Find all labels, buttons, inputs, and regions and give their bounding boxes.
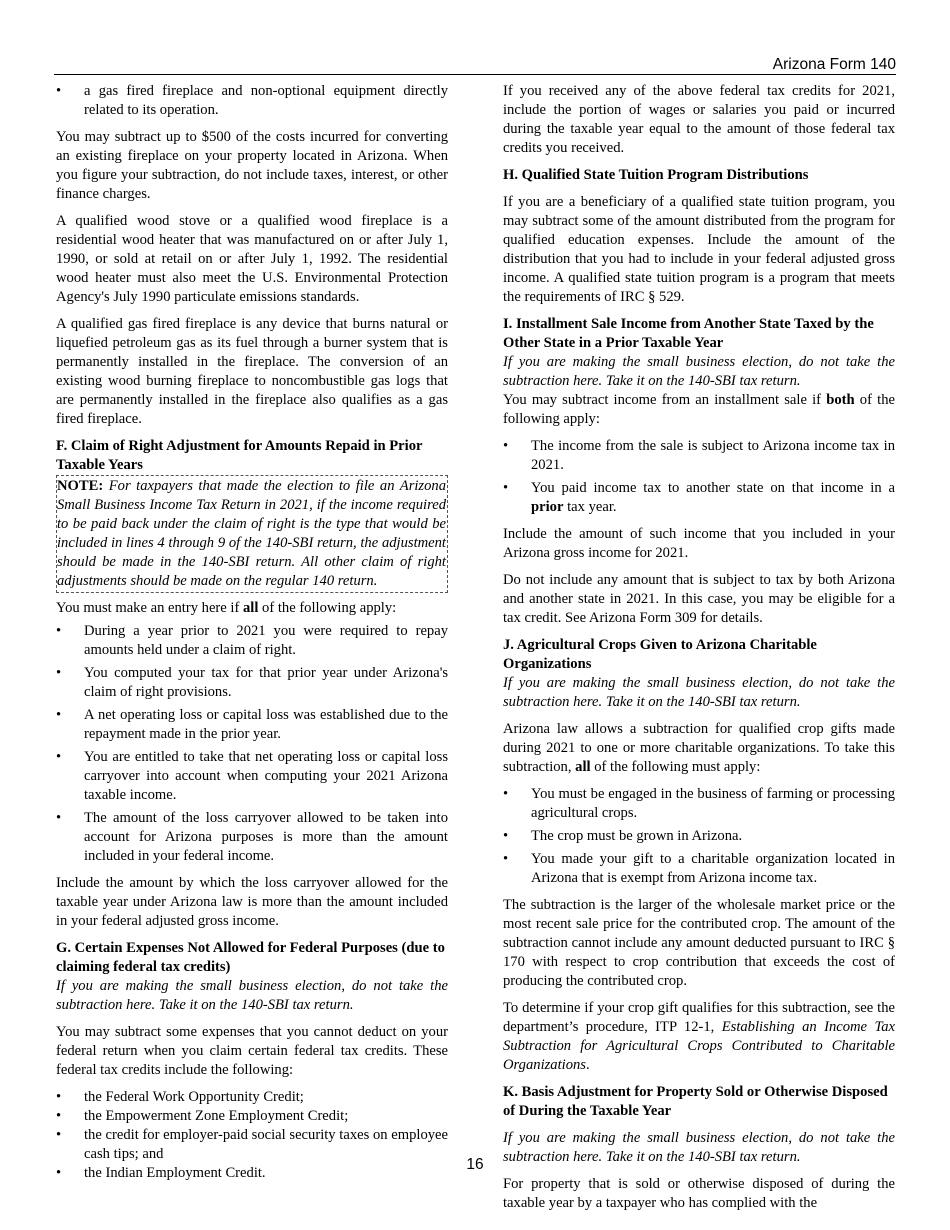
list-item: • the credit for employer-paid social security taxes on employee cash tips; and (56, 1127, 448, 1162)
section-g-heading: G. Certain Expenses Not Allowed for Federal Purposes (due to claiming federal tax credits) (56, 940, 445, 975)
section-g-small-business-note: If you are making the small business election, do not take the subtraction here. Take it on the 140-SBI tax return. (56, 978, 448, 1013)
list-item: • a gas fired fireplace and non-optional equipment directly related to its operation. (56, 83, 448, 118)
list-item: • A net operating loss or capital loss was established due to the repayment made in the prior year. (56, 707, 448, 742)
paragraph-federal-credits: If you received any of the above federal tax credits for 2021, include the portion of wages or salaries you paid or incurred during the taxable year equal to the amount of those federal tax credits you received. (503, 83, 895, 156)
list-item: • You made your gift to a charitable organization located in Arizona that is exempt from Arizona income tax. (503, 851, 895, 886)
paragraph-gas-fireplace: A qualified gas fired fireplace is any device that burns natural or liquefied petroleum gas as its fuel through a burner system that is permanently installed in the fireplace. The conversion of an existing wood burning fireplace to noncombustible gas logs that are permanently installed in the fireplace also qualifies as a gas fired fireplace. (56, 316, 448, 427)
section-h-heading: H. Qualified State Tuition Program Distributions (503, 167, 809, 183)
section-f-heading: F. Claim of Right Adjustment for Amounts Repaid in Prior Taxable Years (56, 438, 423, 473)
section-f-intro: You must make an entry here if all of the following apply: (56, 600, 397, 616)
list-item: • You computed your tax for that prior year under Arizona's claim of right provisions. (56, 665, 448, 700)
section-k-small-business-note: If you are making the small business election, do not take the subtraction here. Take it on the 140-SBI tax return. (503, 1130, 895, 1165)
section-i-do-not-include: Do not include any amount that is subject to tax by both Arizona and another state in 2021. In this case, you may be eligible for a tax credit. See Arizona Form 309 for details. (503, 572, 895, 626)
section-j-bullet-list (503, 785, 895, 888)
list-item: • the Indian Employment Credit. (56, 1165, 266, 1181)
section-i-small-business-note: If you are making the small business election, do not take the subtraction here. Take it on the 140-SBI tax return. (503, 354, 895, 389)
list-item: • The crop must be grown in Arizona. (503, 828, 743, 844)
paragraph-wood-stove: A qualified wood stove or a qualified wood fireplace is a residential wood heater that was manufactured on or after July 1, 1990, or sold at retail on or after July 1, 1992. The residential wood heater must also meet the U.S. Environmental Protection Agency's July 1990 particulate emissions standards. (56, 213, 448, 305)
left-column (56, 82, 448, 1191)
section-i-heading: I. Installment Sale Income from Another State Taxed by the Other State in a Prior Taxable Year (503, 316, 874, 351)
list-item: • You are entitled to take that net operating loss or capital loss carryover into account when computing your 2021 Arizona taxable income. (56, 749, 448, 803)
section-j-intro: Arizona law allows a subtraction for qualified crop gifts made during 2021 to one or more charitable organizations. To take this subtraction, all of the following must apply: (503, 721, 895, 775)
list-item: • The income from the sale is subject to Arizona income tax in 2021. (503, 438, 895, 473)
note-label: NOTE: (57, 478, 104, 494)
section-j-subtraction-amount: The subtraction is the larger of the wholesale market price or the most recent sale price for the contributed crop. The amount of the subtraction cannot include any amount deducted pursuant to IRC § 170 with respect to crop contribution that exceeds the cost of producing the contributed crop. (503, 897, 895, 989)
list-item: • You paid income tax to another state on that income in a prior tax year. (503, 480, 895, 515)
list-item: • The amount of the loss carryover allowed to be taken into account for Arizona purposes is more than the amount included in your federal income. (56, 810, 448, 864)
section-i-include: Include the amount of such income that you included in your Arizona gross income for 2021. (503, 526, 895, 561)
list-item: • During a year prior to 2021 you were required to repay amounts held under a claim of right. (56, 623, 448, 658)
section-j-small-business-note: If you are making the small business election, do not take the subtraction here. Take it on the 140-SBI tax return. (503, 675, 895, 710)
section-f-include: Include the amount by which the loss carryover allowed for the taxable year under Arizona law is more than the amount included in your federal adjusted gross income. (56, 875, 448, 929)
list-item: • You must be engaged in the business of farming or processing agricultural crops. (503, 786, 895, 821)
form-title-header: Arizona Form 140 (772, 56, 896, 73)
fireplace-bullet-list (56, 82, 448, 120)
right-column (503, 82, 895, 1221)
section-j-heading: J. Agricultural Crops Given to Arizona Charitable Organizations (503, 637, 817, 672)
section-g-paragraph: You may subtract some expenses that you cannot deduct on your federal return when you claim certain federal tax credits. These federal tax credits include the following: (56, 1024, 448, 1078)
section-k-heading: K. Basis Adjustment for Property Sold or Otherwise Disposed of During the Taxable Year (503, 1084, 888, 1119)
section-h-paragraph: If you are a beneficiary of a qualified state tuition program, you may subtract some of the amount distributed from the program for qualified education expenses. Include the amount of the distribution that you had to include in your federal adjusted gross income. A qualified state tuition program is a program that meets the requirements of IRC § 529. (503, 194, 895, 305)
paragraph-fireplace-subtraction: You may subtract up to $500 of the costs incurred for converting an existing fireplace on your property located in Arizona. When you figure your subtraction, do not include taxes, interest, or other finance charges. (56, 129, 448, 202)
section-k-paragraph: For property that is sold or otherwise disposed of during the taxable year by a taxpayer who has complied with the (503, 1176, 895, 1211)
section-i-bullet-list (503, 437, 895, 517)
note-box (56, 475, 448, 593)
section-i-intro: You may subtract income from an installment sale if both of the following apply: (503, 392, 895, 427)
section-j-procedure: To determine if your crop gift qualifies for this subtraction, see the department’s procedure, ITP 12-1, Establishing an Income Tax Subtraction for Agricultural Crops Contributed to Charitable Organizations. (503, 1000, 895, 1073)
header-rule (54, 74, 896, 75)
note-text: For taxpayers that made the election to file an Arizona Small Business Income Tax Return in 2021, if the income required to be paid back under the claim of right is the type that would be included in lines 4 through 9 of the 140-SBI return, the adjustment should be made in the 140-SBI return. All other claim of right adjustments should be made on the regular 140 return. (57, 478, 446, 589)
page-number: 16 (466, 1156, 484, 1173)
section-f-bullet-list (56, 622, 448, 866)
list-item: • the Federal Work Opportunity Credit; (56, 1089, 304, 1105)
list-item: • the Empowerment Zone Employment Credit; (56, 1108, 349, 1124)
